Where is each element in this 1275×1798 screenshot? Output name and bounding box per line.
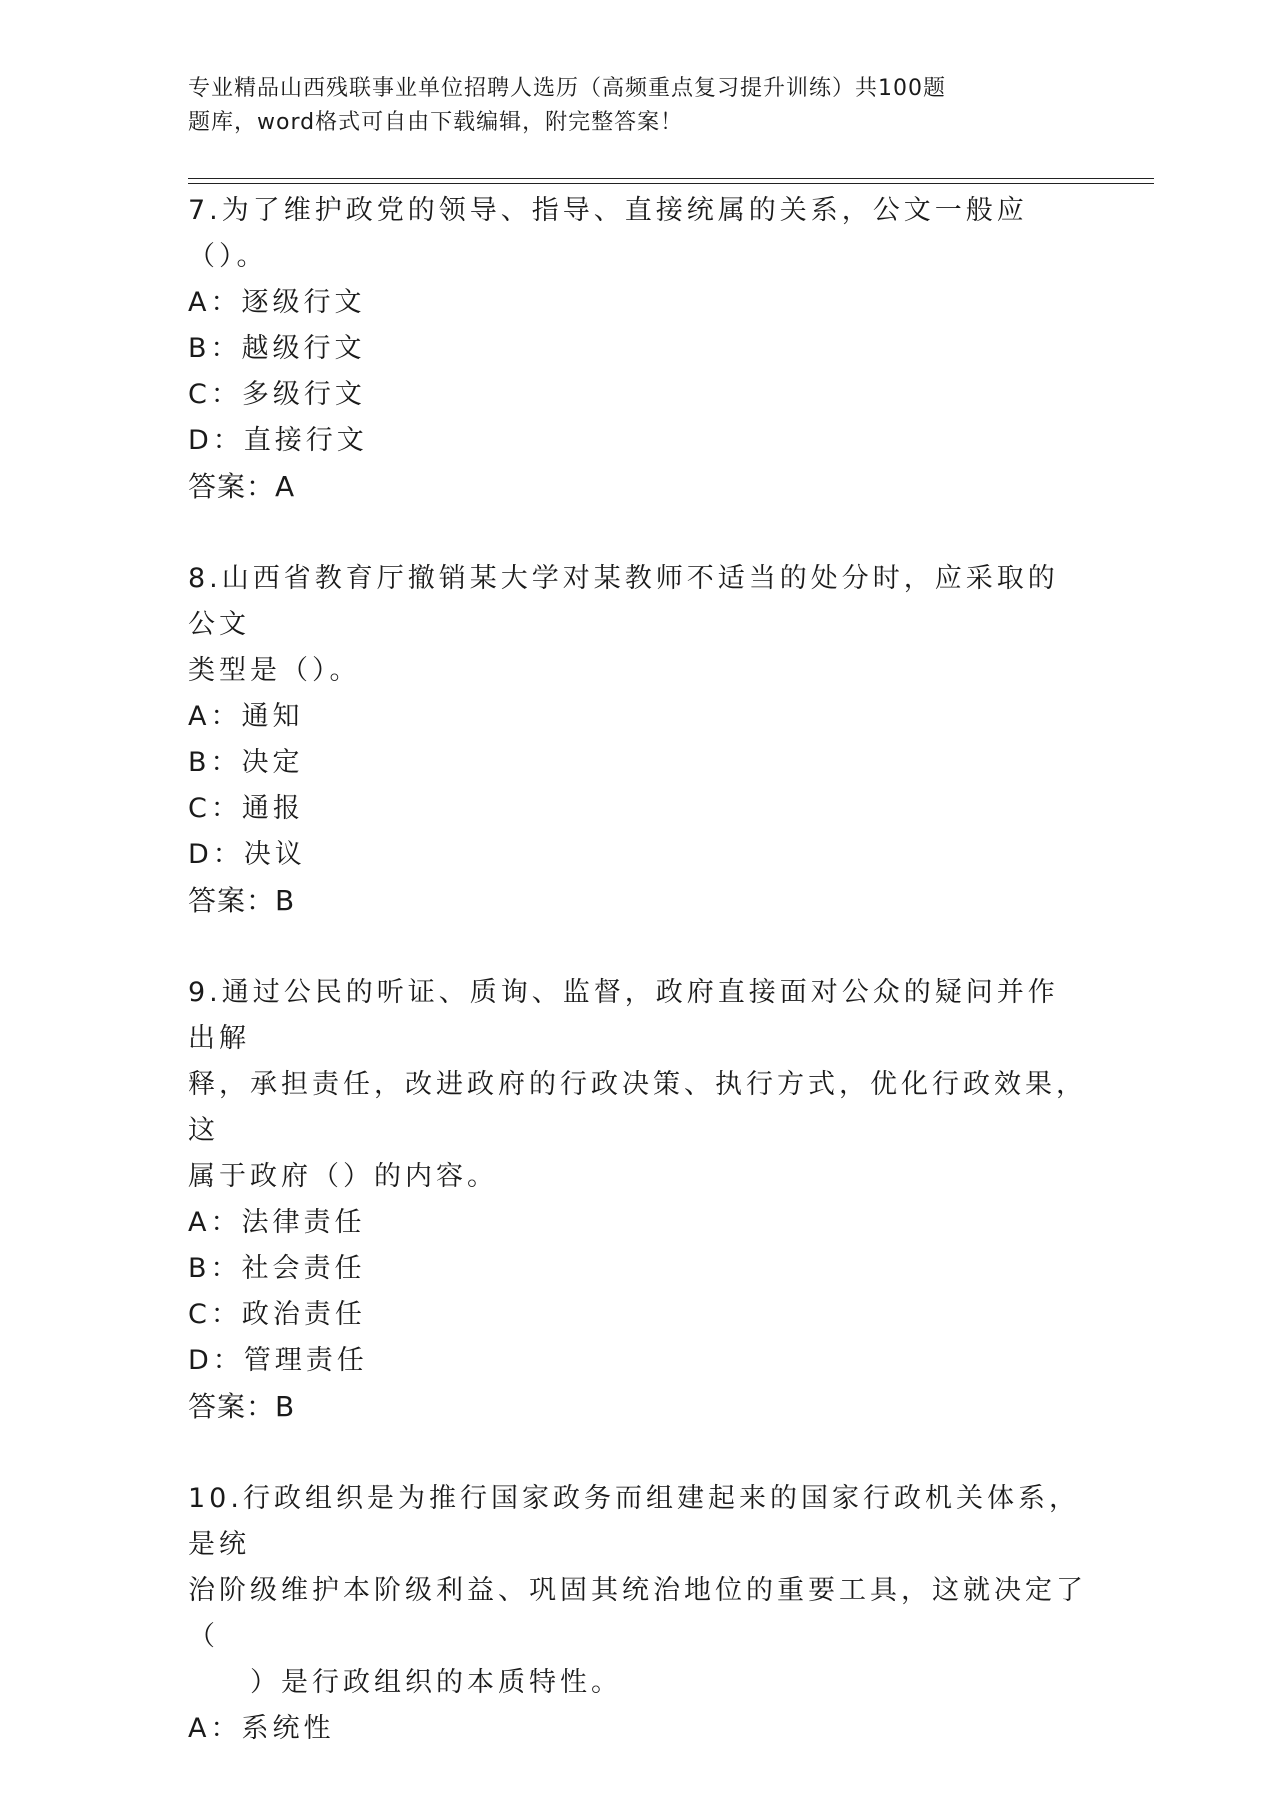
- option-a: A：逐级行文: [188, 287, 366, 318]
- option-b: B：越级行文: [188, 333, 366, 364]
- question-10: [188, 1476, 1088, 1752]
- option-b: B：社会责任: [188, 1253, 366, 1284]
- option-d: D：管理责任: [188, 1345, 368, 1376]
- header-divider-top: [188, 178, 1154, 179]
- question-stem-line-3: 属于政府（）的内容。: [188, 1161, 498, 1192]
- option-d: D：决议: [188, 839, 306, 870]
- header-line-2: 题库，word格式可自由下载编辑，附完整答案！: [188, 110, 684, 135]
- question-stem-line-3: ）是行政组织的本质特性。: [188, 1667, 622, 1698]
- option-a: A：系统性: [188, 1713, 335, 1744]
- question-stem-line-2: 释，承担责任，改进政府的行政决策、执行方式，优化行政效果，这: [188, 1069, 1087, 1146]
- question-stem-line-2: 类型是（）。: [188, 655, 361, 686]
- option-b: B：决定: [188, 747, 304, 778]
- option-a: A：通知: [188, 701, 304, 732]
- question-stem: 7.为了维护政党的领导、指导、直接统属的关系，公文一般应（）。: [188, 195, 1028, 272]
- document-header: [188, 72, 1018, 140]
- question-stem-line-1: 9.通过公民的听证、质询、监督，政府直接面对公众的疑问并作出解: [188, 977, 1059, 1054]
- question-stem-line-1: 8.山西省教育厅撤销某大学对某教师不适当的处分时，应采取的公文: [188, 563, 1059, 640]
- header-divider-bottom: [188, 183, 1154, 184]
- option-a: A：法律责任: [188, 1207, 366, 1238]
- question-8: [188, 556, 1088, 924]
- question-stem-line-2: 治阶级维护本阶级利益、巩固其统治地位的重要工具，这就决定了（: [188, 1575, 1087, 1652]
- option-c: C：通报: [188, 793, 304, 824]
- answer: 答案：B: [188, 1390, 296, 1423]
- question-7: [188, 188, 1088, 510]
- answer: 答案：B: [188, 884, 296, 917]
- answer: 答案：A: [188, 470, 296, 503]
- option-d: D：直接行文: [188, 425, 368, 456]
- question-list: [188, 188, 1088, 1798]
- question-9: [188, 970, 1088, 1430]
- option-c: C：政治责任: [188, 1299, 366, 1330]
- option-c: C：多级行文: [188, 379, 366, 410]
- header-line-1: 专业精品山西残联事业单位招聘人选历（高频重点复习提升训练）共100题: [188, 76, 946, 101]
- question-stem-line-1: 10.行政组织是为推行国家政务而组建起来的国家行政机关体系，是统: [188, 1483, 1080, 1560]
